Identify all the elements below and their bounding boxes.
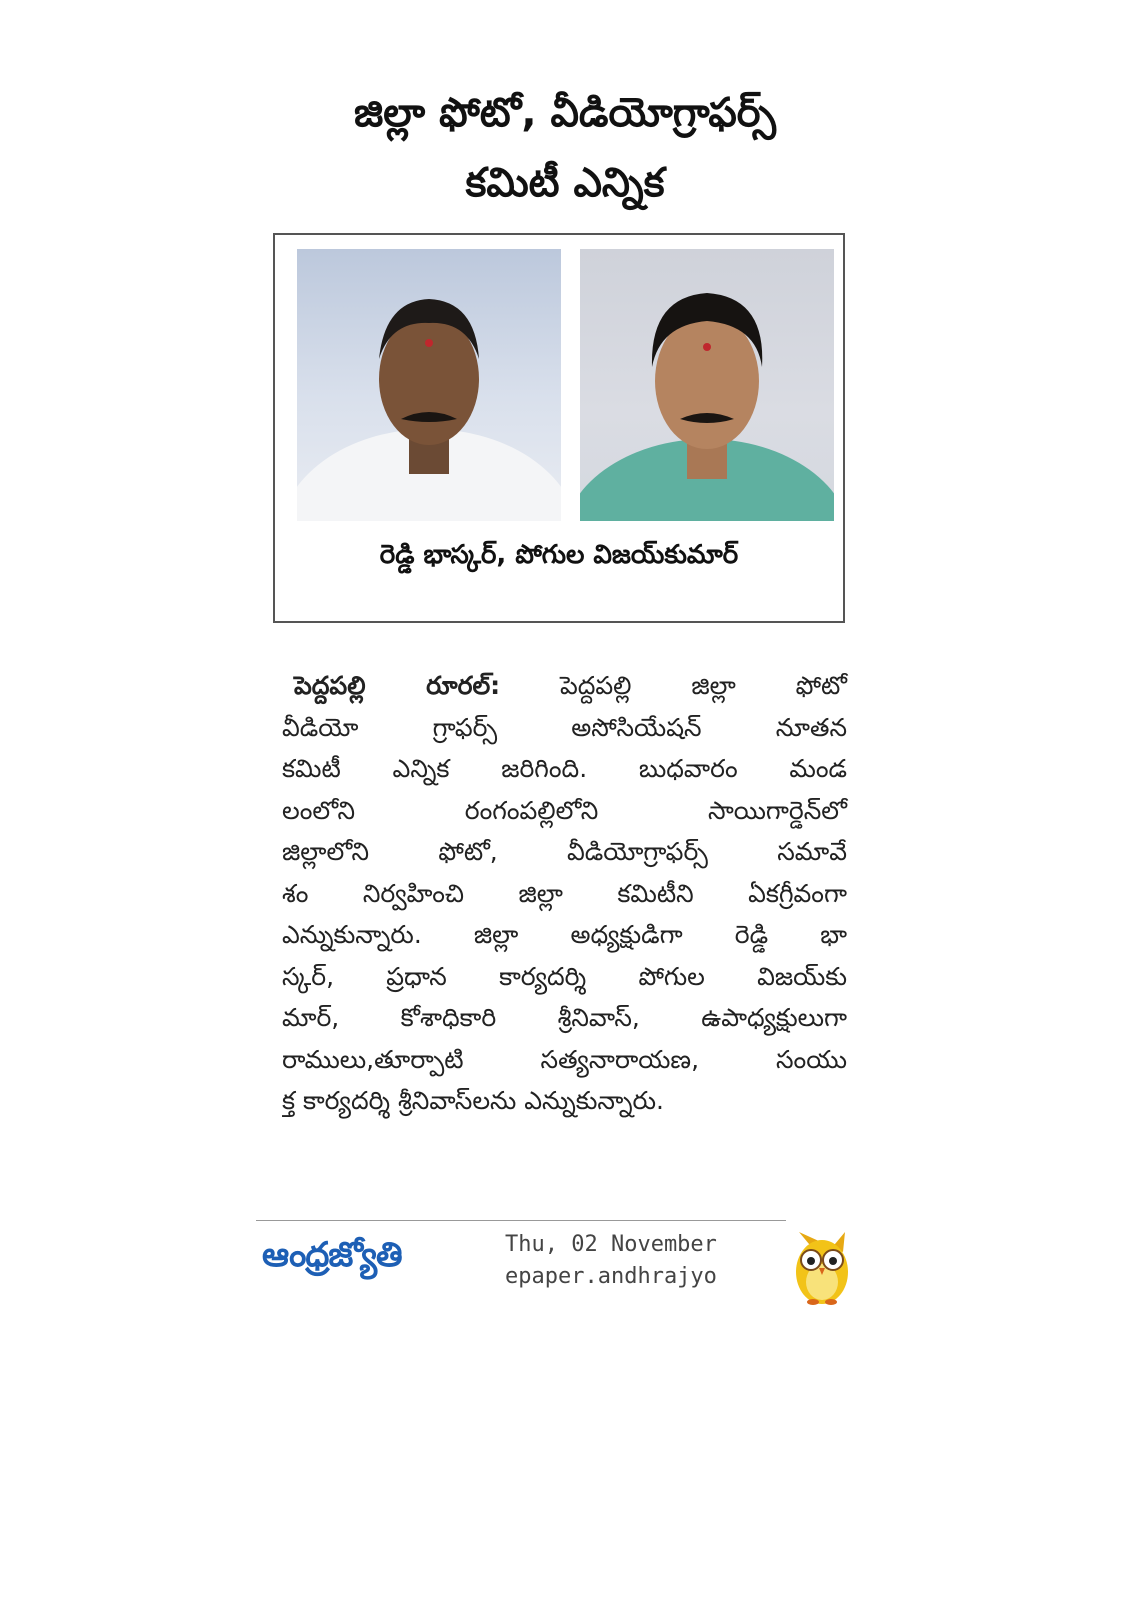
photo-box (273, 233, 845, 623)
headline-line-2: కమిటీ ఎన్నిక (465, 160, 665, 206)
article-line: జిల్లాలోని ఫోటో, వీడియోగ్రాఫర్స్ సమావే (282, 837, 847, 866)
article-line: ఎన్నుకున్నారు. జిల్లా అధ్యక్షుడిగా రెడ్డి భా (282, 920, 847, 949)
article-line: కమిటీ ఎన్నిక జరిగింది. బుధవారం మండ (282, 754, 847, 783)
article-line: మార్, కోశాధికారి శ్రీనివాస్, ఉపాధ్యక్షులుగా (282, 1003, 847, 1032)
headline-line-1: జిల్లా ఫోటో, వీడియోగ్రాఫర్స్ (354, 90, 776, 136)
footer-meta (505, 1229, 717, 1293)
article-line: స్కర్, ప్రధాన కార్యదర్శి పోగుల విజయ్‌కు (282, 961, 847, 991)
photo-caption: రెడ్డి భాస్కర్, పోగుల విజయ్‌కుమార్ (379, 540, 739, 570)
footer-divider (256, 1220, 786, 1221)
article-line: వీడియో గ్రాఫర్స్ అసోసియేషన్ నూతన (282, 712, 847, 742)
publication-date: Thu, 02 November (505, 1232, 717, 1257)
article-line: రాములు,తూర్పాటి సత్యనారాయణ, సంయు (282, 1044, 847, 1074)
article-body (282, 665, 847, 1122)
epaper-site: epaper.andhrajyo (505, 1264, 717, 1289)
article-line: పెద్దపల్లి రూరల్: పెద్దపల్లి జిల్లా ఫోటో (294, 671, 847, 700)
portrait-photo-right (580, 249, 834, 521)
article-line: శం నిర్వహించి జిల్లా కమిటీని ఏకగ్రీవంగా (282, 878, 847, 908)
article-line: క్త కార్యదర్శి శ్రీనివాస్‌లను ఎన్నుకున్నారు. (282, 1086, 664, 1115)
article-line: లంలోని రంగంపల్లిలోని సాయిగార్డెన్‌లో (282, 795, 847, 825)
article-headline (265, 78, 865, 218)
owl-icon (791, 1222, 853, 1306)
newspaper-logo: ఆంధ్రజ్యోతి (262, 1235, 402, 1275)
dateline: పెద్దపల్లి రూరల్: (294, 671, 501, 700)
portrait-photo-left (297, 249, 561, 521)
